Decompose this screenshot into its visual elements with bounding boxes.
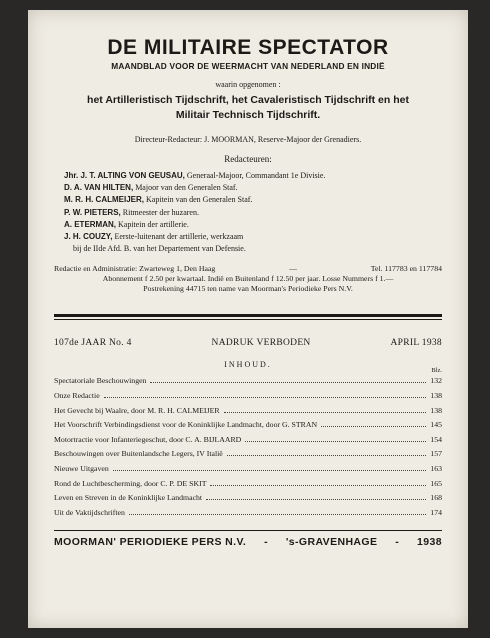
editor-name: P. W. PIETERS, xyxy=(64,207,121,217)
editor-item xyxy=(64,231,442,243)
toc-entry xyxy=(54,493,442,508)
table-of-contents xyxy=(54,376,442,522)
toc-entry xyxy=(54,406,442,421)
editor-name: D. A. VAN HILTEN, xyxy=(64,183,134,193)
address-dash: — xyxy=(289,264,297,274)
giro-account: Postrekening 44715 ten name van Moorman's Periodieke Pers N.V. xyxy=(143,284,353,294)
contents-heading: INHOUD. xyxy=(224,360,272,370)
toc-entry xyxy=(54,391,442,406)
editor-role: Generaal-Majoor, Commandant 1e Divisie. xyxy=(186,171,326,180)
page-column-label: Blz. xyxy=(431,367,442,375)
toc-entry xyxy=(54,508,442,523)
divider-thin xyxy=(54,319,442,320)
editor-role: bij de IIde Afd. B. van het Departement van Defensie. xyxy=(73,244,246,254)
magazine-subtitle: MAANDBLAD VOOR DE WEERMACHT VAN NEDERLAND EN INDIË xyxy=(111,61,385,71)
editor-name: J. H. COUZY, xyxy=(64,232,113,242)
toc-entry xyxy=(54,376,442,391)
magazine-page xyxy=(28,10,468,628)
editor-role: Eerste-luitenant der artillerie, werkzaam xyxy=(114,232,244,242)
toc-leader xyxy=(206,499,426,500)
footer-divider xyxy=(54,530,442,531)
toc-leader xyxy=(227,455,427,456)
toc-title: Leven en Streven in de Koninklijke Landmacht xyxy=(54,493,203,503)
editor-name: M. R. H. CALMEIJER, xyxy=(64,195,145,205)
reprint-notice: NADRUK VERBODEN xyxy=(211,338,311,349)
publication-year: 1938 xyxy=(417,536,442,549)
divider-thick xyxy=(54,314,442,317)
toc-leader xyxy=(245,441,426,442)
toc-title: Het Gevecht bij Waalre, door M. R. H. CALMEIJER xyxy=(54,405,220,415)
toc-page: 138 xyxy=(430,405,442,415)
toc-page: 145 xyxy=(430,420,442,430)
toc-title: Het Voorschrift Verbindingsdienst voor de Koninklijke Landmacht, door G. STRAN xyxy=(54,420,318,430)
toc-page: 157 xyxy=(430,449,442,459)
toc-page: 174 xyxy=(430,507,442,517)
issue-info xyxy=(54,338,442,348)
journals-line-1: het Artilleristisch Tijdschrift, het Cavaleristisch Tijdschrift en het xyxy=(87,94,409,106)
publisher-footer xyxy=(54,536,442,548)
toc-entry xyxy=(54,464,442,479)
toc-page: 138 xyxy=(430,391,442,401)
toc-title: Uit de Vaktijdschriften xyxy=(54,507,125,517)
editor-item xyxy=(64,194,442,206)
publisher-city: 's-GRAVENHAGE xyxy=(285,536,378,549)
subscription: Abonnement f 2.50 per kwartaal. Indië en Buitenland f 12.50 per jaar. Losse Nummers f 1.— xyxy=(102,274,394,284)
issue-volume: 107de JAAR No. 4 xyxy=(54,338,132,349)
editor-item xyxy=(64,182,442,194)
toc-page: 163 xyxy=(430,463,442,473)
editors-heading: Redacteuren: xyxy=(224,154,272,164)
toc-leader xyxy=(104,397,427,398)
toc-title: Nieuwe Uitgaven xyxy=(54,463,109,473)
toc-page: 154 xyxy=(430,434,442,444)
toc-entry xyxy=(54,449,442,464)
toc-leader xyxy=(129,514,426,515)
toc-leader xyxy=(321,426,426,427)
incorporated-journals xyxy=(54,93,442,123)
editors-list xyxy=(64,170,442,255)
toc-title: Beschouwingen over Buitenlandsche Legers, IV Italië xyxy=(54,449,223,459)
toc-leader xyxy=(224,412,427,413)
issue-date: APRIL 1938 xyxy=(390,338,442,349)
toc-title: Rond de Luchtbescherming, door C. P. DE SKIT xyxy=(54,478,207,488)
editor-item xyxy=(64,170,442,182)
director-line: Directeur-Redacteur: J. MOORMAN, Reserve-Majoor der Grenadiers. xyxy=(134,135,362,144)
toc-title: Onze Redactie xyxy=(54,391,100,401)
footer-dash: - xyxy=(395,536,400,549)
editor-role: Ritmeester der huzaren. xyxy=(122,207,199,217)
editor-item xyxy=(64,219,442,231)
editor-name: A. ETERMAN, xyxy=(64,219,116,229)
editor-name: Jhr. J. T. ALTING VON GEUSAU, xyxy=(64,171,185,180)
address-row xyxy=(54,264,442,274)
toc-leader xyxy=(113,470,427,471)
phone: Tel. 117783 en 117784 xyxy=(370,264,442,274)
editor-role: Kapitein der artillerie. xyxy=(118,219,189,229)
publisher-name: MOORMAN' PERIODIEKE PERS N.V. xyxy=(54,536,247,549)
toc-title: Motortractie voor Infanteriegeschut, door C. A. BIJLAARD xyxy=(54,434,242,444)
administration-block xyxy=(54,264,442,294)
toc-leader xyxy=(210,485,426,486)
toc-page: 132 xyxy=(430,376,442,386)
toc-entry xyxy=(54,435,442,450)
toc-entry xyxy=(54,479,442,494)
editor-role: Majoor van den Generalen Staf. xyxy=(135,183,238,193)
magazine-title: DE MILITAIRE SPECTATOR xyxy=(107,36,389,59)
address: Redactie en Administratie: Zwarteweg 1, Den Haag xyxy=(54,264,216,274)
editor-item xyxy=(64,243,442,255)
toc-page: 165 xyxy=(430,478,442,488)
toc-page: 168 xyxy=(430,493,442,503)
editor-role: Kapitein van den Generalen Staf. xyxy=(146,195,253,205)
toc-leader xyxy=(150,382,426,383)
toc-title: Spectatoriale Beschouwingen xyxy=(54,376,147,386)
incorporated-note: waarin opgenomen : xyxy=(215,80,281,89)
masthead xyxy=(54,36,442,164)
footer-dash: - xyxy=(264,536,269,549)
editor-item xyxy=(64,207,442,219)
journals-line-2: Militair Technisch Tijdschrift. xyxy=(175,109,321,121)
toc-entry xyxy=(54,420,442,435)
